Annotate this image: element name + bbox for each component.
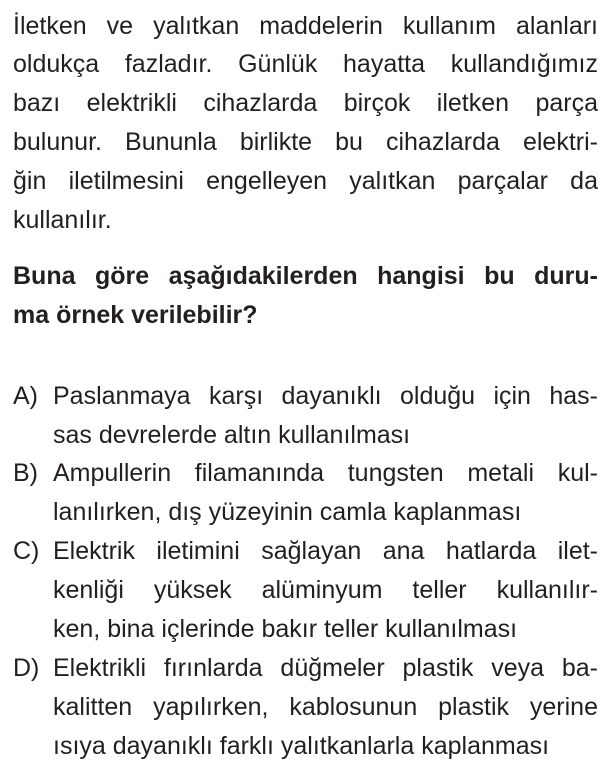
option-text-line: Elektrikli fırınlarda düğmeler plastik veya ba-	[53, 654, 598, 682]
option-label: A)	[13, 382, 38, 410]
option-text-line: Elektrik iletimini sağlayan ana hatlarda ilet-	[53, 537, 598, 565]
passage-line: oldukça fazladır. Günlük hayatta kullandığımız	[13, 50, 598, 78]
option-text-line: Ampullerin filamanında tungsten metali kul-	[53, 459, 598, 487]
option-label: B)	[13, 459, 38, 487]
option-text-line: ken, bina içlerinde bakır teller kullanılması	[53, 615, 518, 643]
passage-line: bazı elektrikli cihazlarda birçok iletken parça	[13, 89, 598, 117]
option-label: D)	[13, 654, 40, 682]
option-text-line: kenliği yüksek alüminyum teller kullanılır-	[53, 576, 598, 604]
option-text-line: Paslanmaya karşı dayanıklı olduğu için has-	[53, 382, 598, 410]
option-label: C)	[13, 537, 40, 565]
option-text-line: sas devrelerde altın kullanılması	[53, 421, 411, 449]
passage-line: bulunur. Bununla birlikte bu cihazlarda elektri-	[13, 128, 598, 156]
question-line: Buna göre aşağıdakilerden hangisi bu duru-	[13, 262, 598, 290]
option-text-line: ısıya dayanıklı farklı yalıtkanlarla kaplanması	[53, 732, 550, 760]
question-line: ma örnek verilebilir?	[13, 301, 258, 329]
option-text-line: lanılırken, dış yüzeyinin camla kaplanması	[53, 498, 522, 526]
option-text-line: kalitten yapılırken, kablosunun plastik yerine	[53, 693, 598, 721]
passage-line: kullanılır.	[13, 206, 112, 234]
passage-line: İletken ve yalıtkan maddelerin kullanım alanları	[13, 12, 598, 40]
passage-line: ğin iletilmesini engelleyen yalıtkan parçalar da	[13, 167, 598, 195]
